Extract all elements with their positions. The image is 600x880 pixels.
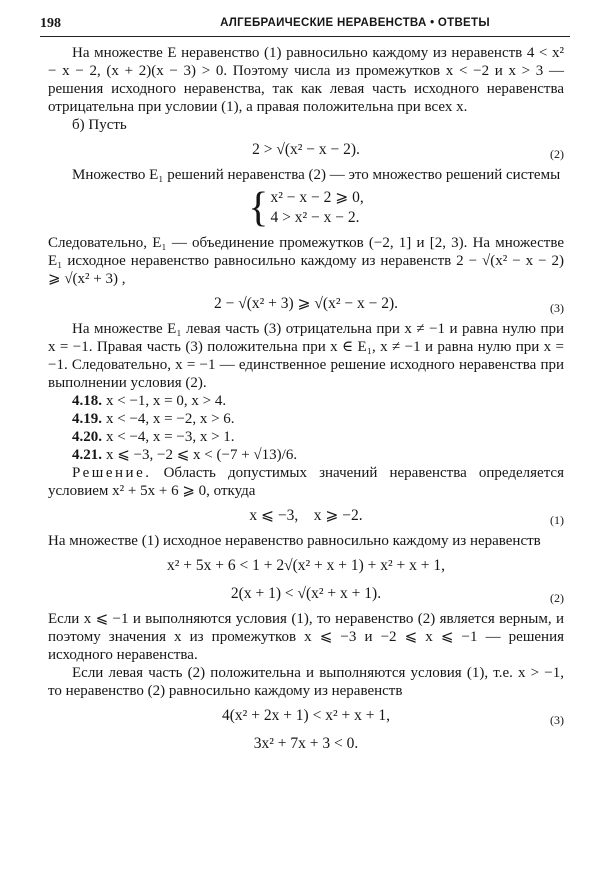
equation-1	[48, 504, 564, 528]
equation-d	[48, 732, 564, 756]
page-number: 198	[40, 16, 61, 31]
paragraph-5: На множестве E₁ левая часть (3) отрицательна при x ≠ −1 и равна нулю при x = −1. Правая часть (3) положительна при x ∈ E₁, x ≠ −1 и равна нулю при x = −1. Следовательно, x = −1 — единственное решение исходного неравенства при выполнении условия (2).	[48, 321, 564, 391]
equation-3-text: 2 − √(x² + 3) ⩾ √(x² − x − 2).	[213, 295, 399, 312]
system-lines	[270, 188, 363, 228]
answer-4-21-text: x ⩽ −3, −2 ⩽ x < (−7 + √13)/6.	[106, 447, 298, 463]
equation-c-text: 4(x² + 2x + 1) < x² + x + 1,	[222, 707, 390, 724]
solution-paragraph	[48, 464, 564, 500]
equation-b-number: (2)	[550, 591, 564, 605]
paragraph-3: Множество E₁ решений неравенства (2) — это множество решений системы	[72, 167, 561, 183]
system-brace: {	[248, 185, 269, 231]
system-line-1: x² − x − 2 ⩾ 0,	[270, 189, 364, 206]
equation-b	[48, 582, 564, 606]
system-of-inequalities	[48, 185, 564, 231]
solution-text: Область допустимых значений неравенства определяется условием x² + 5x + 6 ⩾ 0, откуда	[48, 465, 564, 499]
equation-1-text: x ⩽ −3, x ⩾ −2.	[249, 507, 363, 524]
paragraph-1: На множестве E неравенство (1) равносильно каждому из неравенств 4 < x² − x − 2, (x + 2)(x − 3) > 0. Поэтому числа из промежутков x < −2 и x > 3 — решения исходного неравенства, так как левая часть исходного неравенства отрицательна при условии (1), а правая положительна при всех x.	[48, 45, 564, 115]
running-title: АЛГЕБРАИЧЕСКИЕ НЕРАВЕНСТВА • ОТВЕТЫ	[220, 17, 490, 29]
equation-a-text: x² + 5x + 6 < 1 + 2√(x² + x + 1) + x² + x + 1,	[166, 557, 446, 574]
equation-3-number: (3)	[550, 301, 564, 315]
system-line-2: 4 > x² − x − 2.	[270, 209, 360, 226]
equation-d-text: 3x² + 7x + 3 < 0.	[253, 735, 359, 752]
paragraph-9: Если левая часть (2) положительна и выполняются условия (1), т.е. x > −1, то неравенство (2) равносильно каждому из неравенств	[48, 665, 564, 699]
paragraph-7: На множестве (1) исходное неравенство равносильно каждому из неравенств	[48, 533, 541, 549]
equation-b-text: 2(x + 1) < √(x² + x + 1).	[230, 585, 382, 602]
answer-4-20-text: x < −4, x = −3, x > 1.	[106, 429, 235, 445]
answer-4-20-number: 4.20.	[72, 429, 102, 445]
answer-4-20	[72, 428, 564, 446]
page-content	[48, 44, 564, 760]
equation-c-number: (3)	[550, 713, 564, 727]
paragraph-case-b: б) Пусть	[72, 117, 127, 133]
answer-4-18-text: x < −1, x = 0, x > 4.	[106, 393, 227, 409]
page-header	[40, 14, 570, 37]
answer-4-21-number: 4.21.	[72, 447, 102, 463]
equation-3	[48, 292, 564, 316]
equation-a	[48, 554, 564, 578]
equation-2-text: 2 > √(x² − x − 2).	[252, 141, 360, 158]
answer-4-19	[72, 410, 564, 428]
equation-2-number: (2)	[550, 147, 564, 161]
answer-4-18	[72, 392, 564, 410]
paragraph-8: Если x ⩽ −1 и выполняются условия (1), то неравенство (2) является верным, и поэтому значения x из промежутков x ⩽ −3 и −2 ⩽ x ⩽ −1 — решения исходного неравенства.	[48, 611, 564, 663]
equation-2	[48, 138, 564, 162]
answer-4-18-number: 4.18.	[72, 393, 102, 409]
equation-c	[48, 704, 564, 728]
paragraph-4: Следовательно, E₁ — объединение промежутков (−2, 1] и [2, 3). На множестве E₁ исходное неравенство равносильно каждому из неравенств 2 − √(x² − x − 2) ⩾ √(x² + 3) ,	[48, 235, 564, 287]
answer-4-19-number: 4.19.	[72, 411, 102, 427]
answer-4-21	[72, 446, 564, 464]
solution-label: Решение.	[72, 465, 152, 481]
equation-1-number: (1)	[550, 513, 564, 527]
answer-4-19-text: x < −4, x = −2, x > 6.	[106, 411, 235, 427]
